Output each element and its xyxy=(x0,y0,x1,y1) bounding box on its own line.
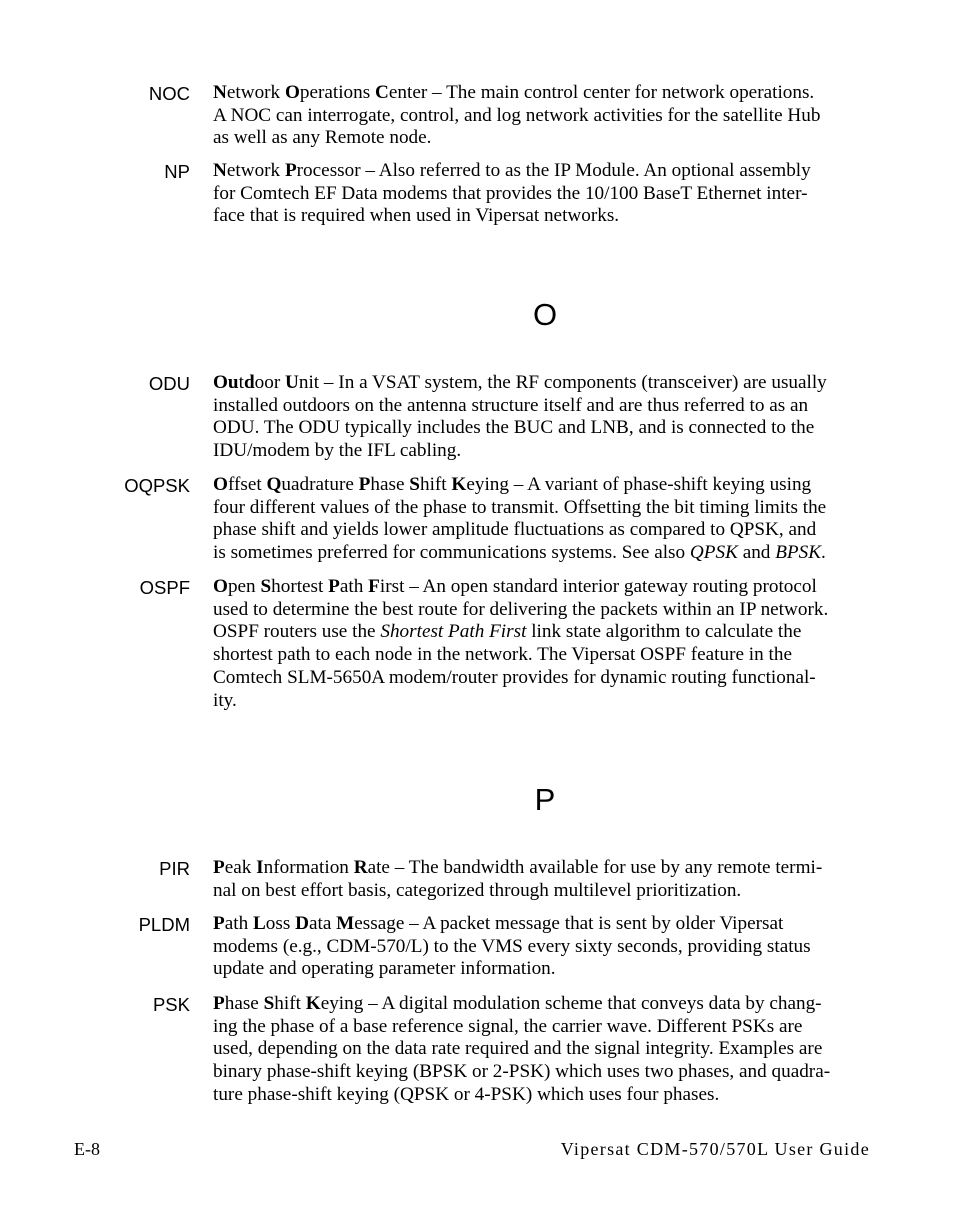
acronym-letter: O xyxy=(284,82,300,103)
definition-line xyxy=(213,913,885,936)
page-number: E-8 xyxy=(74,1139,100,1159)
acronym-letter: K xyxy=(305,993,321,1014)
glossary-definition xyxy=(213,82,885,150)
definition-line xyxy=(213,205,885,228)
definition-line xyxy=(213,542,885,565)
definition-text: eak xyxy=(224,857,257,878)
cross-reference: BPSK xyxy=(775,542,822,564)
glossary-term: OQPSK xyxy=(124,475,190,496)
acronym-letter: U xyxy=(285,372,299,393)
definition-text: A NOC can interrogate, control, and log network activities for the satellite Hub xyxy=(213,104,821,126)
definition-line xyxy=(213,599,885,622)
definition-text: ath xyxy=(224,913,253,934)
acronym-letter: S xyxy=(263,993,275,1014)
definition-text: uadrature xyxy=(281,474,359,495)
acronym-letter: C xyxy=(375,82,389,103)
definition-text: face that is required when used in Vipersat networks. xyxy=(213,205,620,227)
definition-text: eying – A variant of phase-shift keying using xyxy=(466,474,812,495)
definition-text: eying – A digital modulation scheme that conveys data by chang- xyxy=(320,993,822,1014)
acronym-letter: D xyxy=(295,913,309,934)
definition-line xyxy=(213,395,885,418)
acronym-letter: Q xyxy=(266,474,282,495)
definition-text: ate – The bandwidth available for use by any remote termi- xyxy=(367,857,823,878)
acronym-letter: R xyxy=(353,857,368,878)
definition-text: ath xyxy=(339,576,369,597)
definition-text: link state algorithm to calculate the xyxy=(526,621,802,643)
acronym-letter: S xyxy=(260,576,272,597)
definition-text: nformation xyxy=(263,857,354,878)
definition-text: nal on best effort basis, categorized through multilevel prioritization. xyxy=(213,879,742,901)
guide-title: Vipersat CDM-570/570L User Guide xyxy=(560,1139,870,1159)
glossary-term: PIR xyxy=(159,858,190,879)
definition-line xyxy=(213,1038,885,1061)
definition-text: and xyxy=(737,542,776,564)
acronym-letter: O xyxy=(213,474,228,495)
definition-line xyxy=(213,497,885,520)
definition-text: four different values of the phase to transmit. Offsetting the bit timing limits the xyxy=(213,496,827,518)
acronym-letter: P xyxy=(213,993,225,1014)
acronym-letter: M xyxy=(336,913,355,934)
definition-text: ODU. The ODU typically includes the BUC and LNB, and is connected to the xyxy=(213,417,815,439)
definition-text: OSPF routers use the xyxy=(213,621,381,643)
section-heading-o: O xyxy=(532,297,558,332)
definition-text: rocessor – Also referred to as the IP Module. An optional assembly xyxy=(296,160,811,181)
definition-text: shortest path to each node in the network. The Vipersat OSPF feature in the xyxy=(213,644,792,666)
definition-text: binary phase-shift keying (BPSK or 2-PSK) which uses two phases, and quadra- xyxy=(213,1061,831,1083)
definition-text: IDU/modem by the IFL cabling. xyxy=(213,440,462,462)
definition-text: ity. xyxy=(213,689,237,711)
definition-text: essage – A packet message that is sent by older Vipersat xyxy=(354,913,784,934)
definition-text: ture phase-shift keying (QPSK or 4-PSK) which uses four phases. xyxy=(213,1083,720,1105)
acronym-letter: P xyxy=(328,576,340,597)
definition-text: for Comtech EF Data modems that provides the 10/100 BaseT Ethernet inter- xyxy=(213,182,808,204)
definition-line xyxy=(213,1061,885,1084)
definition-line xyxy=(213,82,885,105)
definition-line xyxy=(213,576,885,599)
definition-text: nit – In a VSAT system, the RF components (transceiver) are usually xyxy=(298,372,827,393)
definition-text: hortest xyxy=(271,576,329,597)
definition-text: perations xyxy=(299,82,376,103)
acronym-letter: I xyxy=(256,857,264,878)
definition-text: installed outdoors on the antenna structure itself and are thus referred to as an xyxy=(213,394,809,416)
definition-line xyxy=(213,183,885,206)
definition-text: enter – The main control center for network operations. xyxy=(388,82,815,103)
definition-text: used to determine the best route for delivering the packets within an IP network. xyxy=(213,598,829,620)
glossary-definition xyxy=(213,913,885,981)
definition-text: oor xyxy=(254,372,285,393)
acronym-letter: P xyxy=(213,913,225,934)
acronym-letter: P xyxy=(213,857,225,878)
definition-line xyxy=(213,1016,885,1039)
definition-text: irst – An open standard interior gateway routing protocol xyxy=(379,576,817,597)
definition-text: etwork xyxy=(226,160,285,181)
acronym-letter: L xyxy=(252,913,266,934)
definition-line xyxy=(213,372,885,395)
definition-line xyxy=(213,440,885,463)
definition-text: is sometimes preferred for communications systems. See also xyxy=(213,542,690,564)
glossary-definition xyxy=(213,160,885,228)
acronym-letter: d xyxy=(243,372,255,393)
definition-line xyxy=(213,880,885,903)
definition-text: ata xyxy=(308,913,337,934)
definition-text: hift xyxy=(274,993,306,1014)
definition-line xyxy=(213,417,885,440)
definition-line xyxy=(213,936,885,959)
glossary-term: NOC xyxy=(148,83,190,104)
definition-line xyxy=(213,621,885,644)
definition-line xyxy=(213,958,885,981)
acronym-letter: K xyxy=(451,474,467,495)
definition-text: . xyxy=(821,542,826,564)
definition-line xyxy=(213,1084,885,1107)
acronym-letter: F xyxy=(368,576,380,597)
definition-text: hase xyxy=(370,474,410,495)
definition-text: t xyxy=(238,372,244,393)
glossary-definition xyxy=(213,372,885,463)
glossary-definition xyxy=(213,993,885,1107)
definition-text: hift xyxy=(419,474,452,495)
definition-line xyxy=(213,519,885,542)
definition-text: as well as any Remote node. xyxy=(213,127,432,149)
glossary-term: PSK xyxy=(152,994,190,1015)
definition-line xyxy=(213,474,885,497)
definition-text: ffset xyxy=(227,474,267,495)
glossary-definition xyxy=(213,576,885,712)
acronym-letter: N xyxy=(213,82,227,103)
definition-line xyxy=(213,857,885,880)
acronym-letter: O xyxy=(213,576,228,597)
acronym-letter: P xyxy=(284,160,297,181)
definition-line xyxy=(213,993,885,1016)
definition-text: pen xyxy=(227,576,261,597)
definition-text: oss xyxy=(265,913,296,934)
acronym-letter: Ou xyxy=(213,372,239,393)
glossary-definition xyxy=(213,474,885,565)
acronym-letter: N xyxy=(213,160,227,181)
definition-text: used, depending on the data rate required and the signal integrity. Examples are xyxy=(213,1038,823,1060)
glossary-term: OSPF xyxy=(139,577,190,598)
definition-text: ing the phase of a base reference signal, the carrier wave. Different PSKs are xyxy=(213,1015,803,1037)
section-heading-p: P xyxy=(534,782,556,817)
definition-text: etwork xyxy=(226,82,285,103)
acronym-letter: S xyxy=(409,474,420,495)
definition-text: modems (e.g., CDM-570/L) to the VMS every sixty seconds, providing status xyxy=(213,935,811,957)
cross-reference: QPSK xyxy=(689,542,738,564)
definition-line xyxy=(213,667,885,690)
acronym-letter: P xyxy=(358,474,371,495)
definition-line xyxy=(213,644,885,667)
definition-text: Comtech SLM-5650A modem/router provides for dynamic routing functional- xyxy=(213,666,816,688)
definition-text: hase xyxy=(224,993,264,1014)
definition-line xyxy=(213,127,885,150)
cross-reference: Shortest Path First xyxy=(380,621,527,643)
definition-line xyxy=(213,160,885,183)
definition-text: phase shift and yields lower amplitude fluctuations as compared to QPSK, and xyxy=(213,519,817,541)
definition-text: update and operating parameter information. xyxy=(213,958,556,980)
definition-line xyxy=(213,105,885,128)
definition-line xyxy=(213,690,885,713)
glossary-definition xyxy=(213,857,885,902)
glossary-term: PLDM xyxy=(138,914,190,935)
glossary-term: NP xyxy=(164,161,190,182)
glossary-term: ODU xyxy=(148,373,190,394)
